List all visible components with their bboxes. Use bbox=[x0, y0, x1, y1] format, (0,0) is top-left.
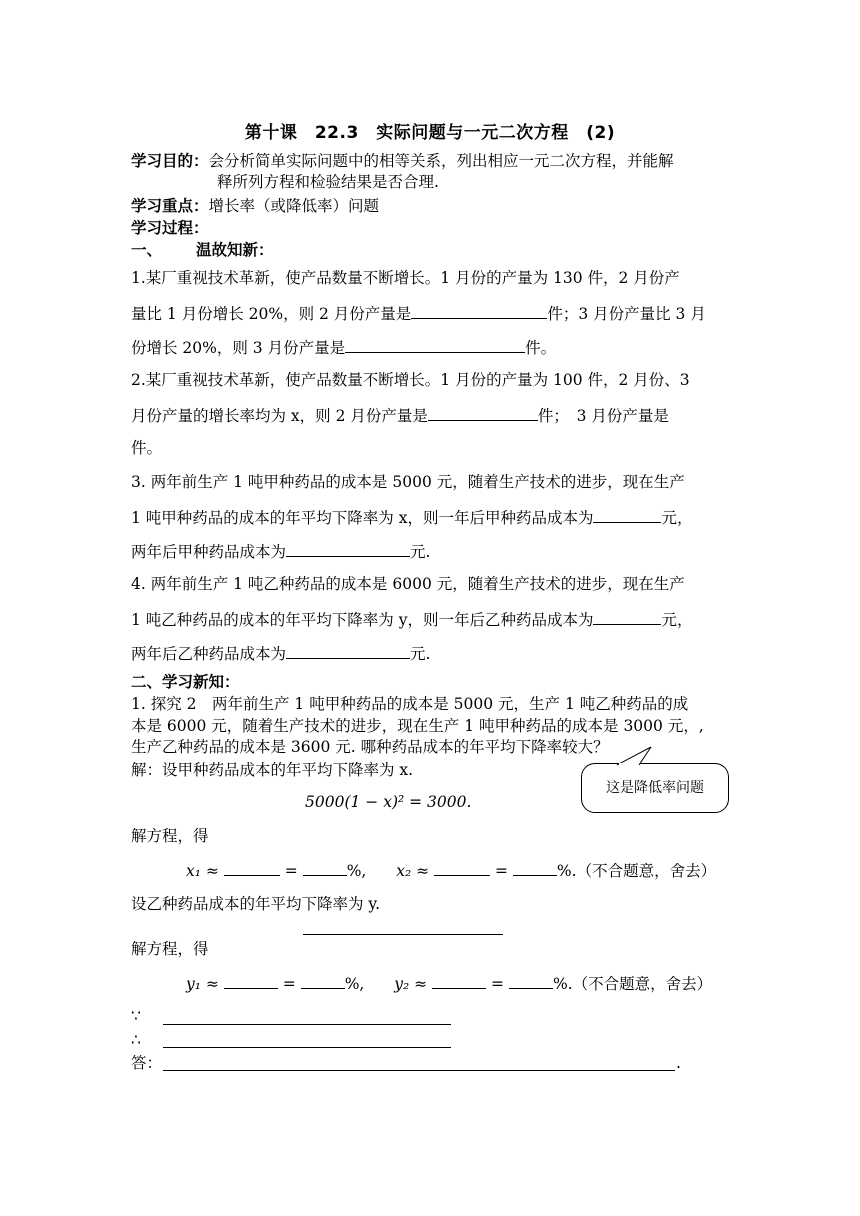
page-title: 第十课 22.3 实际问题与一元二次方程 (2) bbox=[244, 123, 616, 143]
q4-blank1[interactable] bbox=[593, 608, 661, 625]
x2-label: x₂ ≈ bbox=[396, 862, 430, 880]
q2-line1: 2.某厂重视技术革新，使产品数量不断增长。1 月份的产量为 100 件，2 月份、3 bbox=[131, 371, 690, 389]
q4-line1: 4. 两年前生产 1 吨乙种药品的成本是 6000 元，随着生产技术的进步，现在生产 bbox=[131, 575, 685, 593]
x2-eq: = bbox=[494, 862, 508, 880]
x1-pct-blank[interactable] bbox=[303, 859, 347, 876]
q2-line3: 件。 bbox=[131, 439, 163, 457]
section2-heading: 二、学习新知： bbox=[131, 673, 240, 691]
q3-text3b: 元. bbox=[410, 543, 431, 561]
x1-blank[interactable] bbox=[224, 859, 280, 876]
y2-label: y₂ ≈ bbox=[394, 975, 428, 993]
q4-blank2[interactable] bbox=[286, 642, 410, 659]
explore-line2: 本是 6000 元，随着生产技术的进步，现在生产 1 吨甲种药品的成本是 3000 元，, bbox=[131, 717, 704, 735]
q4-text3a: 两年后乙种药品成本为 bbox=[131, 645, 287, 663]
focus-line bbox=[131, 196, 379, 216]
y1-pct: %, bbox=[344, 975, 365, 993]
q4-text3b: 元. bbox=[410, 645, 431, 663]
answer-end: . bbox=[676, 1054, 681, 1072]
y2-blank[interactable] bbox=[432, 972, 486, 989]
q2-blank1[interactable] bbox=[428, 404, 538, 421]
q4-text2b: 元， bbox=[661, 611, 693, 629]
equation: 5000(1 − x)² = 3000. bbox=[305, 793, 472, 811]
process-label: 学习过程： bbox=[131, 219, 209, 237]
q1-line2 bbox=[131, 302, 706, 324]
therefore-blank-line[interactable] bbox=[163, 1047, 451, 1048]
q3-line1: 3. 两年前生产 1 吨甲种药品的成本是 5000 元，随着生产技术的进步，现在生产 bbox=[131, 473, 685, 491]
q3-line3 bbox=[131, 540, 430, 562]
q2-text2a: 月份产量的增长率均为 x，则 2 月份产量是 bbox=[131, 407, 428, 425]
solve-line1: 解：设甲种药品成本的年平均下降率为 x. bbox=[131, 761, 414, 779]
q3-blank2[interactable] bbox=[286, 540, 410, 557]
x1-eq: = bbox=[284, 862, 298, 880]
objective-line2: 释所列方程和检验结果是否合理. bbox=[217, 173, 439, 191]
q1-line1: 1.某厂重视技术革新，使产品数量不断增长。1 月份的产量为 130 件，2 月份产 bbox=[131, 269, 680, 287]
x2-pct: %. bbox=[556, 862, 577, 880]
q3-text2b: 元， bbox=[661, 509, 693, 527]
q1-line3 bbox=[131, 336, 556, 358]
x1-label: x₁ ≈ bbox=[186, 862, 219, 880]
y-solutions bbox=[186, 972, 712, 994]
q4-line3 bbox=[131, 642, 430, 664]
callout-bubble: 这是降低率问题 bbox=[581, 763, 729, 813]
q1-blank2[interactable] bbox=[345, 336, 525, 353]
objective-label: 学习目的： bbox=[131, 152, 209, 170]
section1-title: 温故知新： bbox=[196, 241, 274, 259]
therefore-symbol: ∴ bbox=[131, 1031, 141, 1049]
q3-text3a: 两年后甲种药品成本为 bbox=[131, 543, 287, 561]
q1-text2b: 件；3 月份产量比 3 月 bbox=[547, 305, 706, 323]
x2-blank[interactable] bbox=[434, 859, 490, 876]
y1-eq: = bbox=[282, 975, 296, 993]
section1-num: 一、 bbox=[131, 241, 163, 259]
q1-text3b: 件。 bbox=[525, 339, 557, 357]
equation-blank-line[interactable] bbox=[303, 934, 503, 935]
section1-heading bbox=[131, 240, 274, 260]
q3-line2 bbox=[131, 506, 692, 528]
x-reject: （不合题意，舍去） bbox=[576, 862, 717, 880]
solve-label2: 解方程，得 bbox=[131, 940, 209, 958]
explore-line3: 生产乙种药品的成本是 3600 元. 哪种药品成本的年平均下降率较大？ bbox=[131, 738, 609, 756]
solve-label1: 解方程，得 bbox=[131, 827, 209, 845]
x-solutions bbox=[186, 859, 716, 881]
y2-pct: %. bbox=[552, 975, 573, 993]
y-reject: （不合题意，舍去） bbox=[572, 975, 713, 993]
because-blank-line[interactable] bbox=[163, 1024, 451, 1025]
y1-label: y₁ ≈ bbox=[186, 975, 219, 993]
y2-eq: = bbox=[491, 975, 504, 993]
callout-tail-icon bbox=[615, 745, 655, 767]
q1-text3a: 份增长 20%，则 3 月份产量是 bbox=[131, 339, 346, 357]
y2-pct-blank[interactable] bbox=[509, 972, 553, 989]
q3-blank1[interactable] bbox=[593, 506, 661, 523]
focus-text: 增长率（或降低率）问题 bbox=[208, 197, 380, 215]
x2-pct-blank[interactable] bbox=[513, 859, 557, 876]
y1-blank[interactable] bbox=[224, 972, 278, 989]
objective-text1: 会分析简单实际问题中的相等关系，列出相应一元二次方程，并能解 bbox=[208, 152, 674, 170]
q2-line2 bbox=[131, 404, 669, 426]
explore-line1: 1. 探究 2 两年前生产 1 吨甲种药品的成本是 5000 元，生产 1 吨乙种药品的成 bbox=[131, 695, 689, 713]
q4-line2 bbox=[131, 608, 693, 630]
focus-label: 学习重点： bbox=[131, 197, 209, 215]
because-symbol: ∵ bbox=[131, 1007, 141, 1025]
q2-text2b: 件； 3 月份产量是 bbox=[537, 407, 669, 425]
answer-label: 答： bbox=[131, 1054, 163, 1072]
q1-blank1[interactable] bbox=[411, 302, 547, 319]
q3-text2a: 1 吨甲种药品的成本的年平均下降率为 x，则一年后甲种药品成本为 bbox=[131, 509, 594, 527]
y1-pct-blank[interactable] bbox=[301, 972, 345, 989]
q4-text2a: 1 吨乙种药品的成本的年平均下降率为 y，则一年后乙种药品成本为 bbox=[131, 611, 594, 629]
solve-line2: 设乙种药品成本的年平均下降率为 y. bbox=[131, 895, 381, 913]
x1-pct: %, bbox=[346, 862, 367, 880]
answer-blank-line[interactable] bbox=[163, 1070, 675, 1071]
q1-text2a: 量比 1 月份增长 20%，则 2 月份产量是 bbox=[131, 305, 412, 323]
objective-line1 bbox=[131, 151, 674, 171]
